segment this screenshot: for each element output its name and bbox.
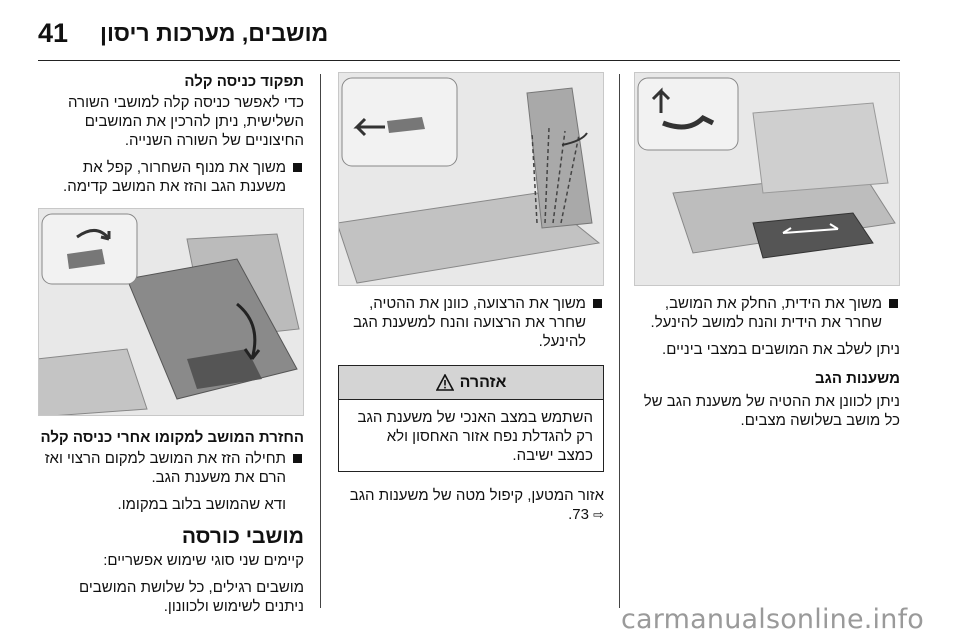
chapter-title: מושבים, מערכות ריסון [100,20,329,46]
heading-easy-entry: תפקוד כניסה קלה [184,73,304,90]
watermark: carmanualsonline.info [621,604,924,635]
instruction-bullet: משוך את מנוף השחרור, קפל את משענת הגב והזז את המושב קדימה. [38,158,304,196]
subheading-backrests: משענות הגב [815,370,900,387]
paragraph: ניתן לשלב את המושבים במצבי ביניים. [662,341,900,358]
easy-entry-fold-illustration [38,209,303,416]
heading-bench-seats: מושבי כורסה [181,525,304,548]
cross-reference: אזור המטען, קיפול מטה של משענות הגב ⇨ 73. [349,487,604,523]
column-divider [619,74,620,608]
bullet-square-icon [293,163,302,172]
bullet-square-icon [293,454,302,463]
backrest-recline-figure [338,72,604,286]
instruction-bullet: משוך את הרצועה, כוונן את ההטיה, שחרר את הרצועה והנח למשענת הגב להינעל. [338,294,604,351]
page-reference-arrow-icon: ⇨ [593,507,604,522]
bullet-square-icon [889,299,898,308]
paragraph: מושבים רגילים, כל שלושת המושבים ניתנים לשימוש ולכוונון. [79,579,304,615]
instruction-bullet: תחילה הזז את המושב למקום הרצוי ואז הרם את משענת הגב. [38,449,304,487]
bullet-square-icon [593,299,602,308]
warning-text: השתמש במצב האנכי של משענת הגב רק להגדלת נפח אזור האחסון ולא כמצב ישיבה. [357,409,593,464]
column-right [634,72,900,430]
column-divider [320,74,321,608]
heading-return-seat: החזרת המושב למקומו אחרי כניסה קלה [40,429,304,446]
column-left [38,72,304,616]
column-middle [338,72,604,524]
seat-slide-illustration [634,73,899,286]
warning-header [339,366,603,400]
paragraph: ניתן לכוונן את ההטיה של משענת הגב של כל מושב בשלושה מצבים. [643,393,900,429]
warning-title: אזהרה [459,373,507,391]
paragraph: ודא שהמושב בלוב במקומו. [117,496,286,513]
warning-box [338,365,604,472]
paragraph: כדי לאפשר כניסה קלה למושבי השורה השלישית, ניתן להרכין את המושבים החיצוניים של השורה השנייה. [68,94,304,149]
page-header [0,0,960,62]
easy-entry-figure [38,208,304,416]
seat-slide-figure [634,72,900,286]
header-divider [38,60,900,61]
instruction-bullet: משוך את הידית, החלק את המושב, שחרר את הידית והנח למושב להינעל. [634,294,900,332]
page-reference[interactable]: 73. [568,506,589,523]
backrest-recline-illustration [338,73,603,286]
page-number: 41 [38,18,69,48]
paragraph: קיימים שני סוגי שימוש אפשריים: [103,552,304,569]
warning-triangle-icon [436,374,454,391]
